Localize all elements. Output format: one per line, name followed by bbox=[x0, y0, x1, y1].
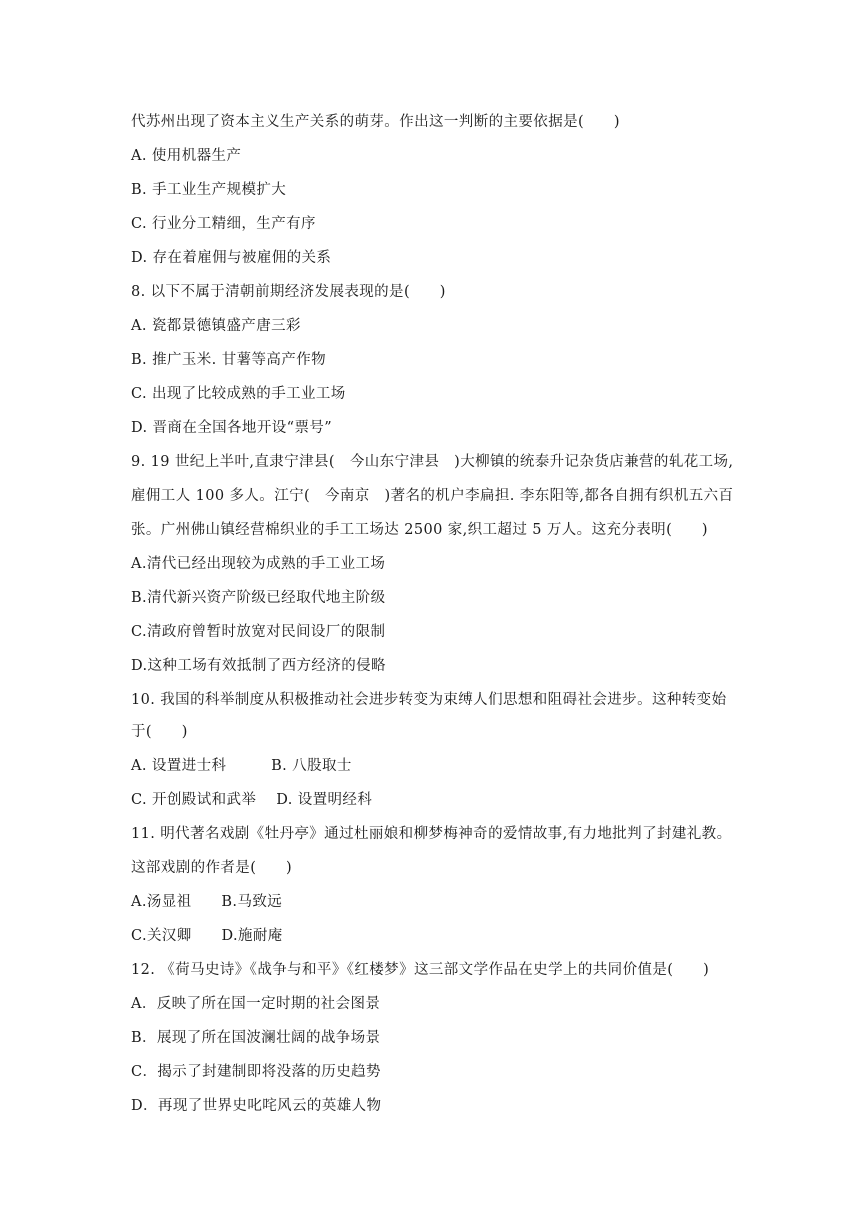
question-8-stem: 8. 以下不属于清朝前期经济发展表现的是( ) bbox=[131, 284, 446, 300]
question-7-option-a: A. 使用机器生产 bbox=[131, 148, 242, 164]
question-11-stem-line-2: 这部戏剧的作者是( ) bbox=[131, 860, 293, 876]
question-12-option-c: C．揭示了封建制即将没落的历史趋势 bbox=[131, 1064, 381, 1080]
question-11-stem-line-1: 11. 明代著名戏剧《牡丹亭》通过杜丽娘和柳梦梅神奇的爱情故事,有力地批判了封建礼教。 bbox=[131, 826, 732, 842]
question-7-stem-continued: 代苏州出现了资本主义生产关系的萌芽。作出这一判断的主要依据是( ) bbox=[131, 114, 620, 130]
question-10-stem-line-1: 10. 我国的科举制度从积极推动社会进步转变为束缚人们思想和阻碍社会进步。这种转变始 bbox=[131, 692, 727, 708]
question-9-option-a: A.清代已经出现较为成熟的手工业工场 bbox=[131, 556, 386, 572]
question-10-stem-line-2: 于( ) bbox=[131, 724, 188, 740]
question-11-options-ab: A.汤显祖 B.马致远 bbox=[131, 894, 283, 910]
question-9-stem-line-2: 雇佣工人 100 多人。江宁( 今南京 )著名的机户李扁担. 李东阳等,都各自拥有织机五六百 bbox=[131, 488, 734, 504]
question-8-option-c: C. 出现了比较成熟的手工业工场 bbox=[131, 386, 346, 402]
question-7-option-d: D. 存在着雇佣与被雇佣的关系 bbox=[131, 250, 332, 266]
question-9-option-c: C.清政府曾暂时放宽对民间设厂的限制 bbox=[131, 624, 386, 640]
question-12-option-b: B．展现了所在国波澜壮阔的战争场景 bbox=[131, 1030, 381, 1046]
question-8-option-b: B. 推广玉米. 甘薯等高产作物 bbox=[131, 352, 326, 368]
question-10-options-ab: A. 设置进士科 B. 八股取士 bbox=[131, 758, 352, 774]
question-8-option-a: A. 瓷都景德镇盛产唐三彩 bbox=[131, 318, 301, 334]
question-9-stem-line-1: 9. 19 世纪上半叶,直隶宁津县( 今山东宁津县 )大柳镇的统泰升记杂货店兼营的轧花工场, bbox=[131, 454, 734, 470]
question-7-option-b: B. 手工业生产规模扩大 bbox=[131, 182, 287, 198]
question-12-option-d: D．再现了世界史叱咤风云的英雄人物 bbox=[131, 1098, 382, 1114]
question-9-option-b: B.清代新兴资产阶级已经取代地主阶级 bbox=[131, 590, 386, 606]
question-8-option-d: D. 晋商在全国各地开设“票号” bbox=[131, 420, 333, 436]
question-10-options-cd: C. 开创殿试和武举 D. 设置明经科 bbox=[131, 792, 373, 808]
question-12-stem: 12. 《荷马史诗》《战争与和平》《红楼梦》这三部文学作品在史学上的共同价值是( ) bbox=[131, 962, 710, 978]
question-12-option-a: A．反映了所在国一定时期的社会图景 bbox=[131, 996, 381, 1012]
question-11-options-cd: C.关汉卿 D.施耐庵 bbox=[131, 928, 283, 944]
question-7-option-c: C. 行业分工精细，生产有序 bbox=[131, 216, 316, 232]
question-9-option-d: D.这种工场有效抵制了西方经济的侵略 bbox=[131, 658, 386, 674]
question-9-stem-line-3: 张。广州佛山镇经营棉织业的手工工场达 2500 家,织工超过 5 万人。这充分表明( ) bbox=[131, 522, 708, 538]
